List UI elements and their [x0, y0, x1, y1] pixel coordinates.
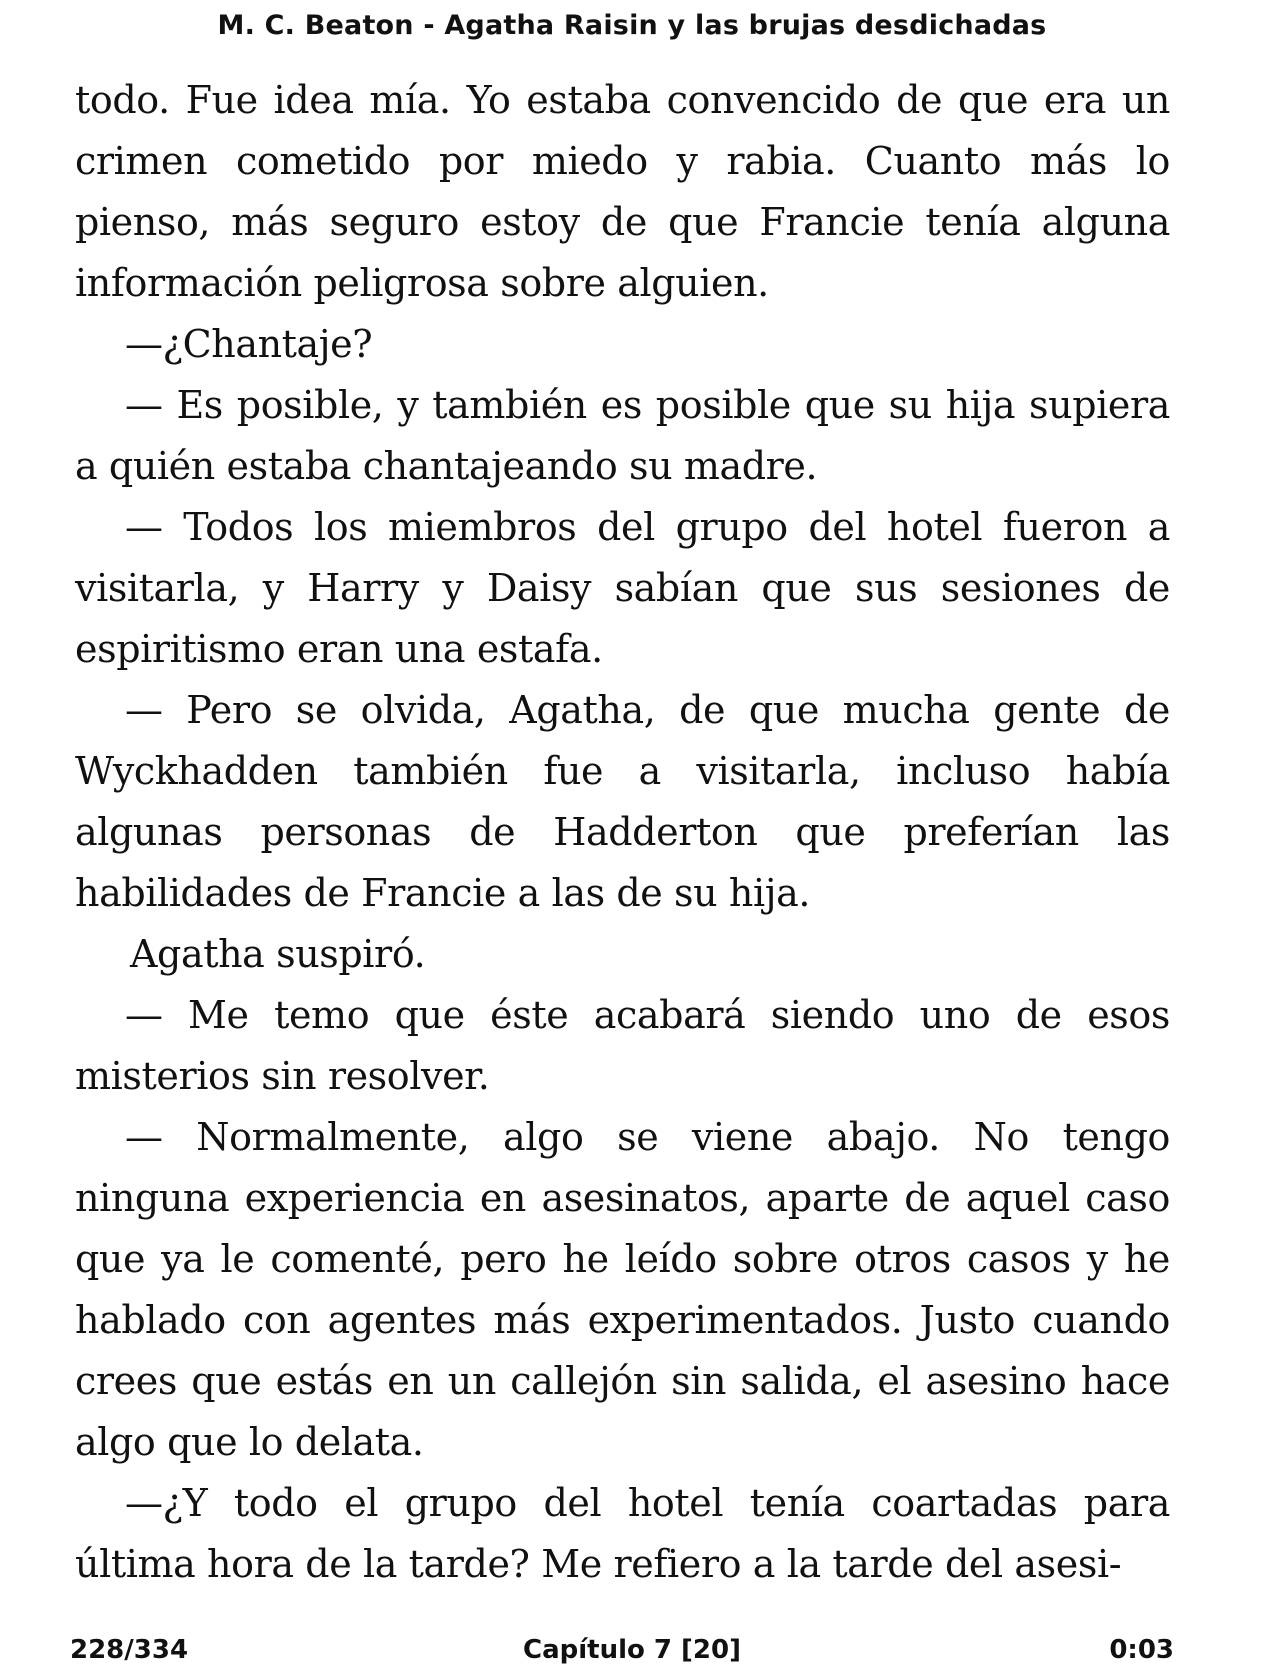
paragraph: todo. Fue idea mía. Yo estaba convencido de que era un crimen cometido por miedo y rabia. Cuanto más lo pienso, más seguro estoy de que Francie tenía alguna información peligrosa sobre alguien.	[75, 78, 1170, 305]
paragraph: — Normalmente, algo se viene abajo. No tengo ninguna experiencia en asesinatos, aparte de aquel caso que ya le comenté, pero he leído sobre otros casos y he hablado con agentes más experimentados. Justo cuando crees que estás en un callejón sin salida, el asesino hace algo que lo delata.	[75, 1115, 1170, 1464]
page-counter: 228/334	[70, 1635, 189, 1665]
chapter-indicator: Capítulo 7 [20]	[522, 1635, 741, 1665]
reader-status-bar	[0, 1635, 1264, 1669]
page-text	[75, 70, 1170, 1595]
paragraph: Agatha suspiró.	[130, 932, 426, 976]
paragraph: — Pero se olvida, Agatha, de que mucha gente de Wyckhadden también fue a visitarla, incluso había algunas personas de Hadderton que preferían las habilidades de Francie a las de su hija.	[75, 688, 1170, 915]
paragraph: —¿Chantaje?	[125, 322, 373, 366]
book-title-header: M. C. Beaton - Agatha Raisin y las brujas desdichadas	[217, 10, 1047, 41]
paragraph: — Me temo que éste acabará siendo uno de esos misterios sin resolver.	[75, 993, 1170, 1098]
paragraph: —¿Y todo el grupo del hotel tenía coartadas para última hora de la tarde? Me refiero a la tarde del asesi-	[75, 1481, 1170, 1586]
paragraph: — Es posible, y también es posible que su hija supiera a quién estaba chantajeando su madre.	[75, 383, 1170, 488]
clock: 0:03	[1109, 1635, 1174, 1665]
paragraph: — Todos los miembros del grupo del hotel fueron a visitarla, y Harry y Daisy sabían que sus sesiones de espiritismo eran una estafa.	[75, 505, 1170, 671]
